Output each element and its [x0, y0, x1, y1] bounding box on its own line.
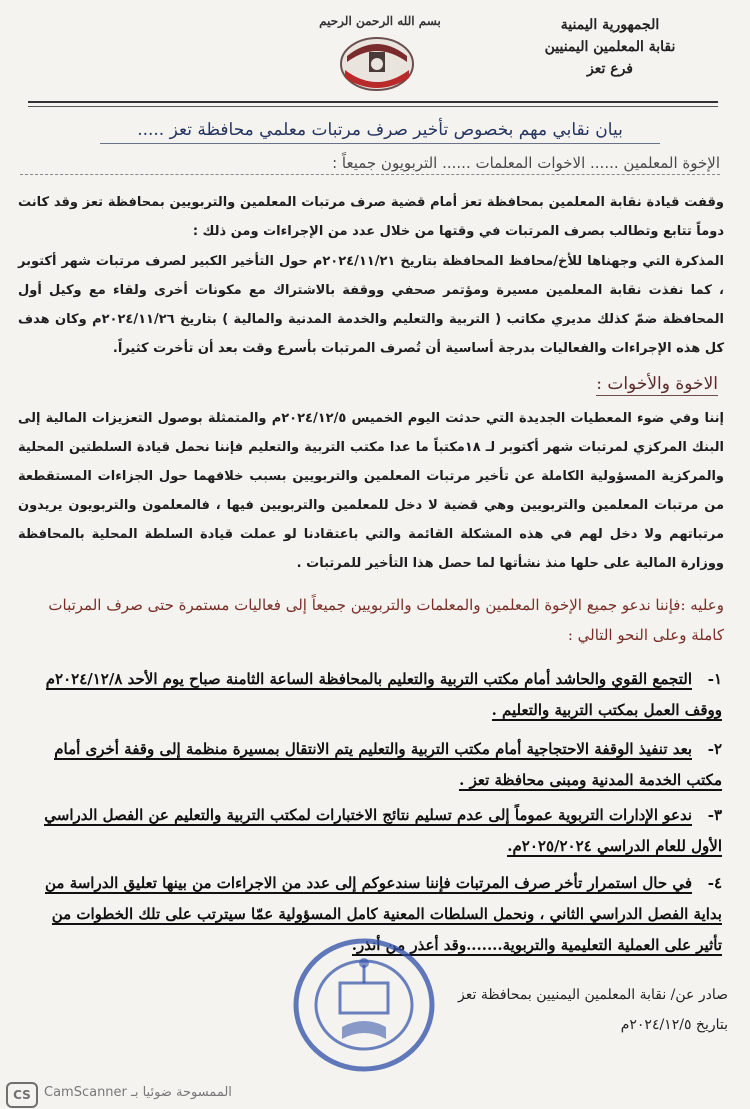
union-stamp [290, 935, 438, 1075]
paragraph-actions: المذكرة التي وجهناها للأخ/محافظ المحافظة بتاريخ ٢٠٢٤/١١/٢١م حول التأخير الكبير لصرف مرتبات شهر أكتوبر ، كما نفذت نقابة المعلمين مسيرة ومؤتمر صحفي ووقفة بالاشتراك مع مكونات أخرى ولقاء مع وكيل أول المحافظة ضمّ كذلك مديري مكاتب ( التربية والتعليم والخدمة المدنية والمالية ) بتاريخ ٢٠٢٤/١١/٢٦م وكان هدف كل هذه الإجراءات والفعاليات بدرجة أساسية أن تُصرف المرتبات بأسرع وقت بعد أن تأخرت كثيراً. [18, 254, 725, 356]
letterhead-right [510, 14, 710, 80]
paragraph-intro: وقفت قيادة نقابة المعلمين بمحافظة تعز أمام قضية صرف مرتبات المعلمين والتربويين بمحافظة تعز وقد كانت دوماً تتابع وتطالب بصرف المرتبات في وقتها من خلال عدد من الإجراءات ومن ذلك : [18, 195, 724, 239]
header-rule-thin [28, 106, 718, 107]
list-item [22, 664, 722, 726]
call-to-action: وعليه :فإننا ندعو جميع الإخوة المعلمين والمعلمات والتربويين جميعاً إلى فعاليات مستمرة حتى صرف المرتبات كاملة وعلى النحو التالي : [48, 596, 724, 644]
title-underline [100, 143, 660, 144]
camscanner-footer [0, 1079, 750, 1109]
list-item [22, 800, 722, 862]
item-number: ٣- [707, 806, 722, 824]
statement-title: بيان نقابي مهم بخصوص تأخير صرف مرتبات معلمي محافظة تعز ..... [137, 120, 623, 140]
camscanner-logo: CS [6, 1082, 38, 1108]
header-rule [28, 101, 718, 103]
paragraph-new-data: إننا وفي ضوء المعطيات الجديدة التي حدثت اليوم الخميس ٢٠٢٤/١٢/٥م والمتمثلة بوصول التعزيزات المالية إلى البنك المركزي لمرتبات شهر أكتوبر لـ ١٨مكتباً ما عدا مكتب التربية والتعليم فإننا نحمل قيادة السلطتين المحلية والمركزية المسؤولية الكاملة عن تأخير مرتبات المعلمين والتربويين بسبب خلافهما حول الجزاءات المستقطعة من مرتبات المعلمين والتربويين وهي قضية لا دخل للمعلمين والتربويين فيها ، فالمعلمون والتربويون يريدون مرتباتهم ولا دخل لهم في هذه المشكلة القائمة والتي باعتقادنا لو عملت قيادة السلطة المحلية بالمحافظة ووزارة المالية على حلها منذ نشأتها لما حصل هذا التأخير للمرتبات . [18, 411, 724, 571]
salutation: الإخوة المعلمين ...... الاخوات المعلمات ...... التربويون جميعاً : [20, 154, 720, 175]
camscanner-text: الممسوحة ضوئيا بـ CamScanner [44, 1085, 232, 1100]
list-item [22, 734, 722, 796]
branch-name: فرع تعز [586, 61, 634, 77]
issue-date: بتاريخ ٢٠٢٤/١٢/٥م [620, 1017, 728, 1033]
item-number: ٤- [707, 874, 722, 892]
republic-name: الجمهورية اليمنية [560, 17, 660, 33]
item-text: في حال استمرار تأخر صرف المرتبات فإننا سندعوكم إلى عدد من الاجراءات من بينها تعليق الدراسة من بداية الفصل الدراسي الثاني ، ونحمل السلطات المعنية كامل المسؤولية عمّا سيترتب على تلك الخطوات من تأثير على العملية التعليمية والتربوية.......وقد أعذر من أنذر. [45, 874, 722, 954]
item-number: ١- [707, 670, 722, 688]
signature-block [428, 980, 728, 1040]
union-logo [335, 34, 419, 92]
item-text: التجمع القوي والحاشد أمام مكتب التربية والتعليم بالمحافظة الساعة الثامنة صباح يوم الأحد ٢٠٢٤/١٢/٨م ووقف العمل بمكتب التربية والتعليم . [45, 670, 722, 719]
basmala: بسم الله الرحمن الرحيم [319, 14, 441, 28]
section-heading: الاخوة والأخوات : [596, 374, 718, 394]
item-text: بعد تنفيذ الوقفة الاحتجاجية أمام مكتب التربية والتعليم يتم الانتقال بمسيرة منظمة إلى وقفة أخرى أمام مكتب الخدمة المدنية ومبنى محافظة تعز . [54, 740, 722, 789]
item-number: ٢- [707, 740, 722, 758]
item-text: ندعو الإدارات التربوية عموماً إلى عدم تسليم نتائج الاختبارات لمكتب التربية والتعليم عن الفصل الدراسي الأول للعام الدراسي ٢٠٢٥/٢٠٢٤م. [44, 806, 722, 855]
union-name: نقابة المعلمين اليمنيين [544, 39, 676, 55]
issuer-line: صادر عن/ نقابة المعلمين اليمنيين بمحافظة تعز [458, 987, 728, 1003]
